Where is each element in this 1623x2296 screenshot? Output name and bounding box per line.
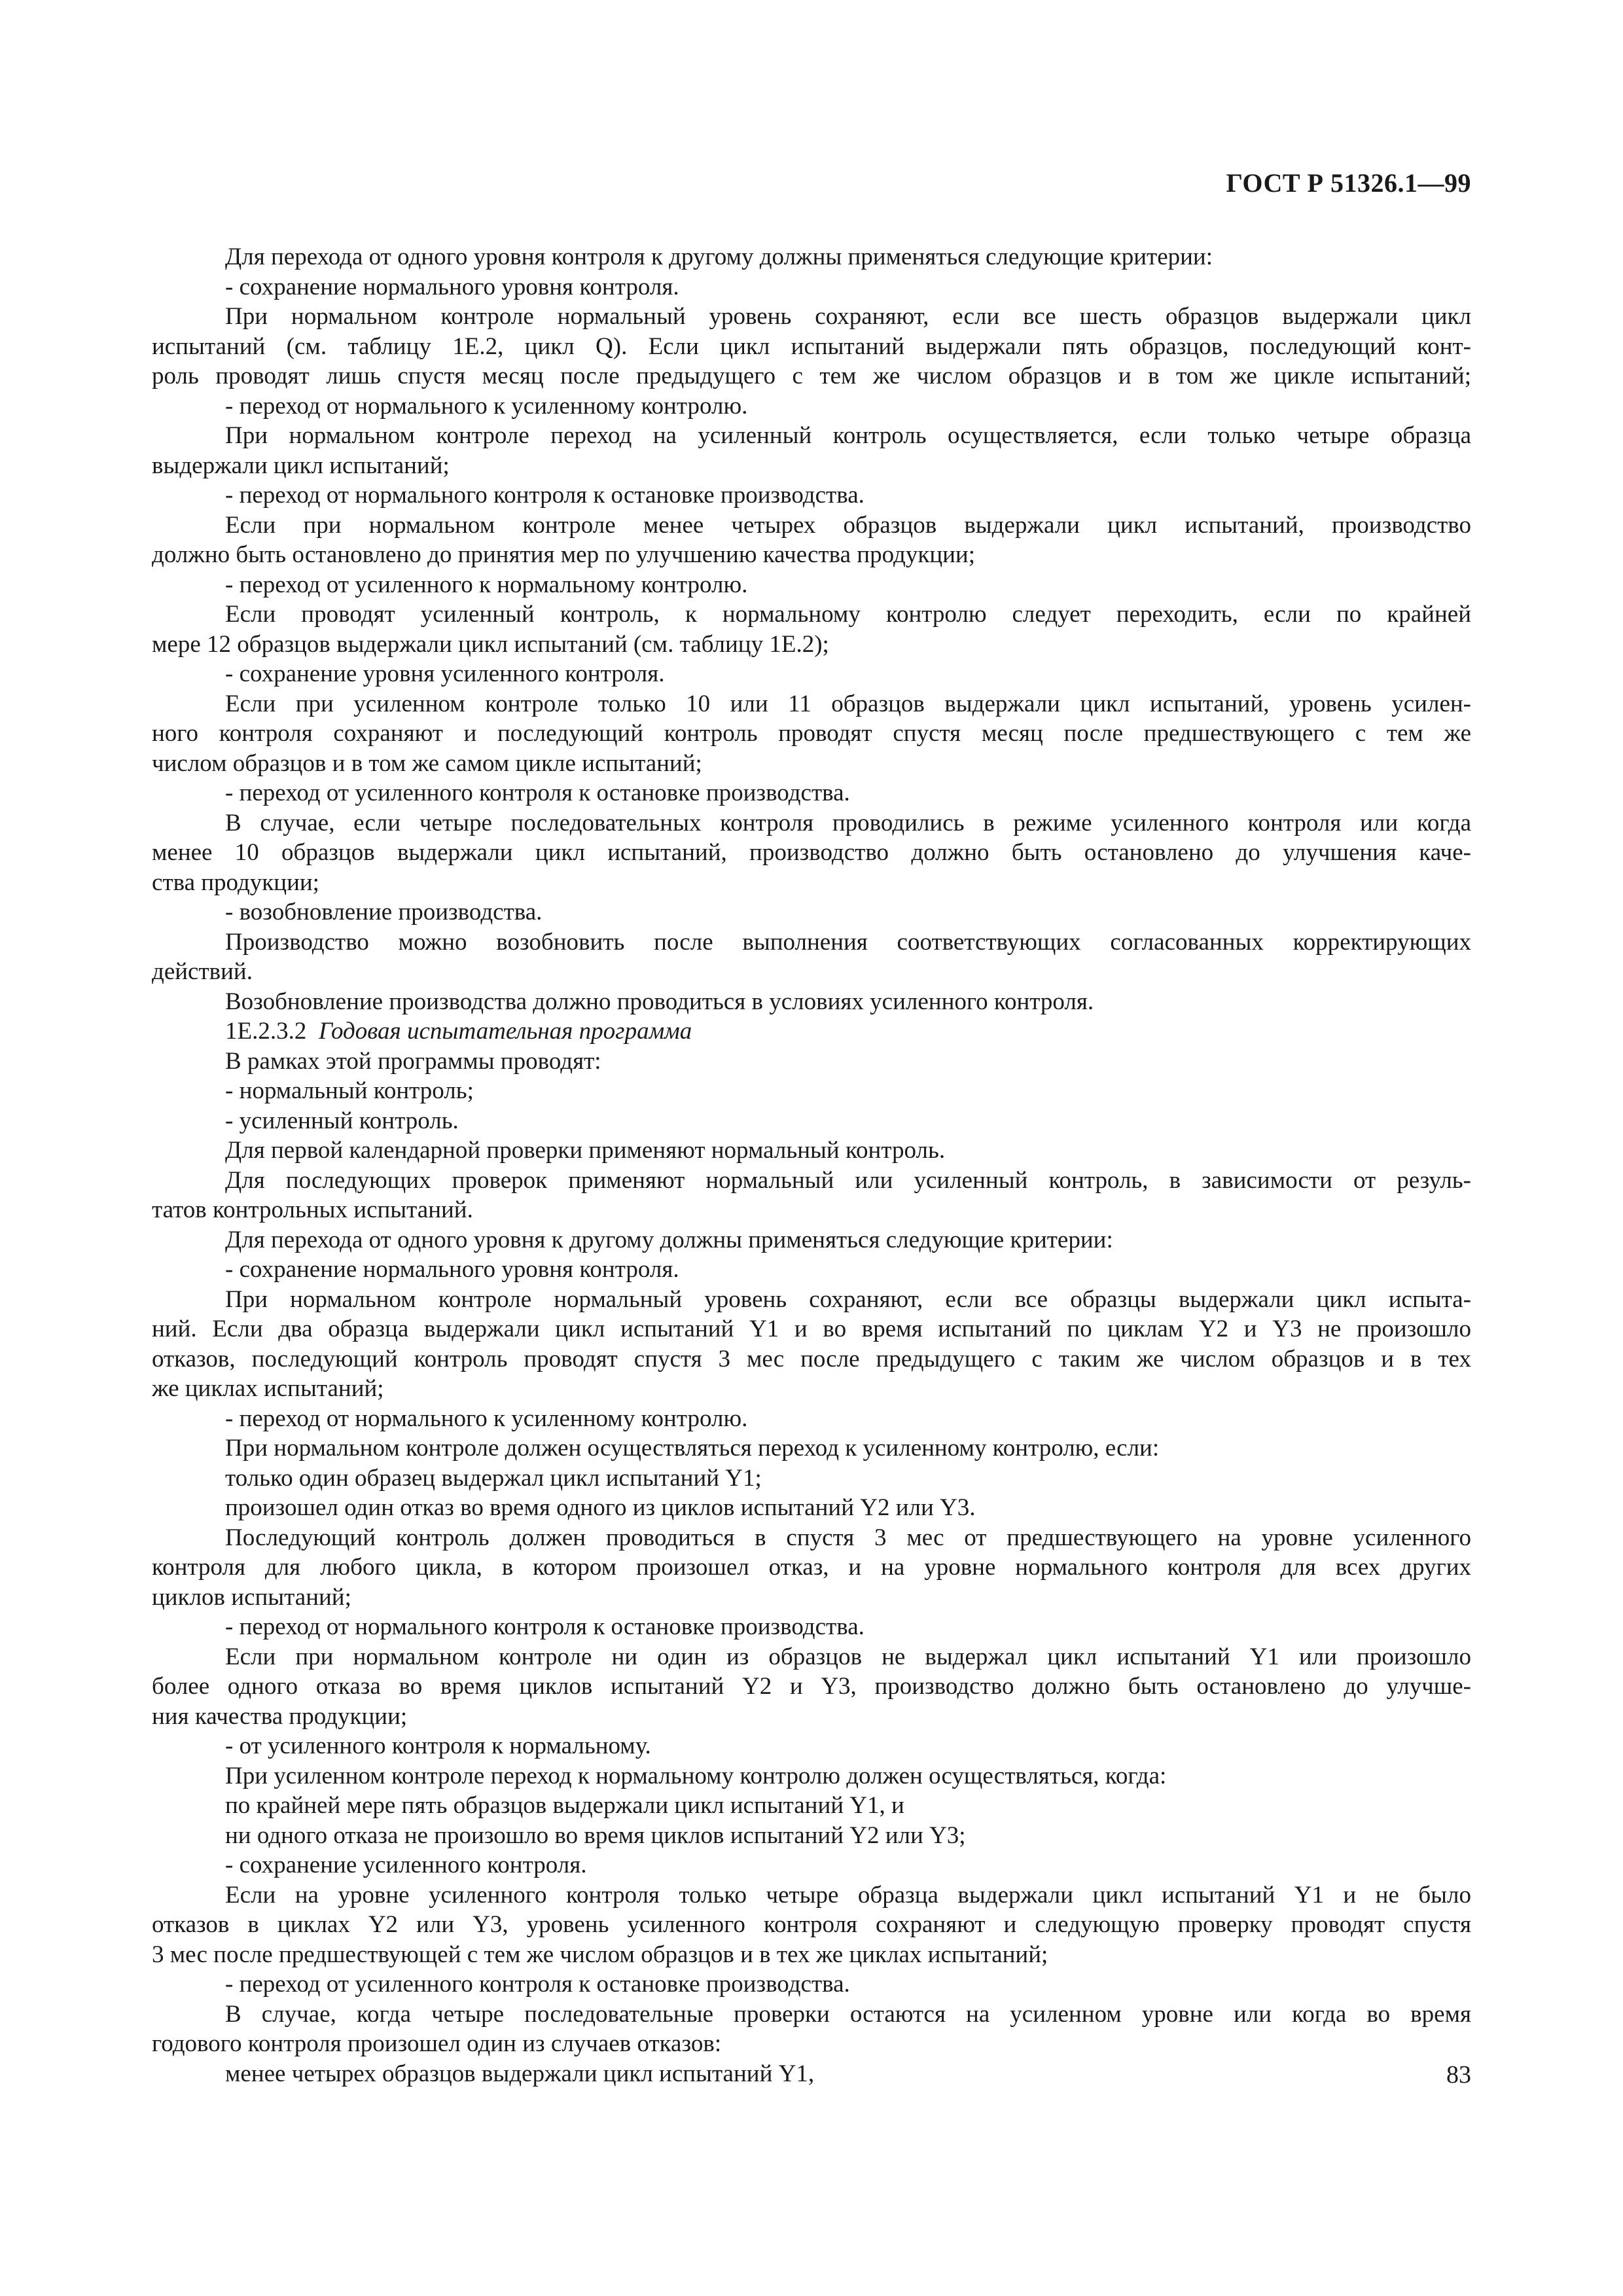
- page-number: 83: [1446, 2061, 1471, 2089]
- text-line-content: Последующий контроль должен проводиться в спустя 3 мес от предшествующего на уровне усиленного: [225, 1524, 1471, 1551]
- text-line-content: татов контрольных испытаний.: [152, 1196, 473, 1223]
- text-line: [152, 2029, 1471, 2059]
- text-line: [152, 2000, 1471, 2030]
- text-line-content: При нормальном контроле переход на усиленный контроль осуществляется, если только четыре образца: [225, 422, 1471, 449]
- text-line: [152, 391, 1471, 422]
- text-line-content: - переход от нормального к усиленному контролю.: [225, 1405, 748, 1432]
- text-line: [152, 749, 1471, 779]
- text-line: [152, 2059, 1471, 2089]
- text-line: [152, 1404, 1471, 1434]
- text-line-content: Производство можно возобновить после выполнения соответствующих согласованных корректирующих: [225, 928, 1471, 956]
- text-line-content: по крайней мере пять образцов выдержали цикл испытаний Y1, и: [225, 1792, 904, 1819]
- text-line: [152, 600, 1471, 630]
- text-line-content: В случае, когда четыре последовательные проверки остаются на усиленном уровне или когда во время: [225, 2000, 1471, 2028]
- text-line-content: ний. Если два образца выдержали цикл испытаний Y1 и во время испытаний по циклам Y2 и Y3 не произошло: [152, 1316, 1471, 1342]
- text-line-content: - сохранение нормального уровня контроля.: [225, 273, 679, 300]
- text-line: [152, 1076, 1471, 1106]
- text-line-content: - усиленный контроль.: [225, 1107, 459, 1134]
- text-line: [152, 1552, 1471, 1583]
- text-line: [152, 778, 1471, 808]
- text-line: [152, 1880, 1471, 1910]
- text-line: [152, 1016, 1471, 1047]
- text-line: [152, 1195, 1471, 1225]
- text-line-content: - переход от усиленного контроля к остановке производства.: [225, 1971, 850, 1998]
- text-line-content: испытаний (см. таблицу 1Е.2, цикл Q). Если цикл испытаний выдержали пять образцов, последующий конт-: [152, 332, 1471, 360]
- text-line-content: Возобновление производства должно проводиться в условиях усиленного контроля.: [225, 988, 1094, 1015]
- text-line-content: При нормальном контроле должен осуществляться переход к усиленному контролю, если:: [225, 1435, 1160, 1462]
- text-line: [152, 1761, 1471, 1791]
- text-line-content: отказов, последующий контроль проводят спустя 3 мес после предыдущего с таким же числом образцов и в тех: [152, 1345, 1471, 1372]
- document-header: ГОСТ Р 51326.1—99: [1226, 168, 1471, 198]
- text-line: [152, 1225, 1471, 1255]
- text-line-content: Для перехода от одного уровня контроля к другому должны применяться следующие критерии:: [225, 243, 1213, 270]
- text-line: [152, 659, 1471, 689]
- text-line: [152, 1969, 1471, 2000]
- text-line: [152, 1791, 1471, 1821]
- text-line: [152, 540, 1471, 570]
- text-line-content: Если при нормальном контроле ни один из образцов не выдержал цикл испытаний Y1 или произошло: [225, 1643, 1471, 1670]
- text-line: [152, 1672, 1471, 1702]
- text-line: [152, 1910, 1471, 1940]
- text-line: [152, 570, 1471, 600]
- text-line-content: Для последующих проверок применяют нормальный или усиленный контроль, в зависимости от резуль-: [225, 1166, 1471, 1194]
- text-line: [152, 927, 1471, 958]
- section-heading-italic: Годовая испытательная программа: [318, 1018, 692, 1045]
- text-line: [152, 1821, 1471, 1851]
- text-line-content: же циклах испытаний;: [152, 1375, 384, 1402]
- text-line-content: мере 12 образцов выдержали цикл испытаний (см. таблицу 1Е.2);: [152, 630, 829, 658]
- text-line: [152, 1463, 1471, 1494]
- text-line-content: числом образцов и в том же самом цикле испытаний;: [152, 749, 702, 777]
- text-line: [152, 1314, 1471, 1344]
- text-line-content: роль проводят лишь спустя месяц после предыдущего с тем же числом образцов и в том же цикле испытаний;: [152, 363, 1471, 389]
- text-line: [152, 838, 1471, 868]
- text-line-content: должно быть остановлено до принятия мер по улучшению качества продукции;: [152, 541, 975, 568]
- text-line: [152, 1047, 1471, 1077]
- text-line-content: - возобновление производства.: [225, 899, 543, 925]
- text-line: [152, 1583, 1471, 1613]
- text-line-content: отказов в циклах Y2 или Y3, уровень усиленного контроля сохраняют и следующую проверку проводят спустя: [152, 1911, 1471, 1938]
- text-line-content: В случае, если четыре последовательных контроля проводились в режиме усиленного контроля или когда: [225, 809, 1471, 836]
- text-line-content: 3 мес после предшествующей с тем же числом образцов и в тех же циклах испытаний;: [152, 1941, 1048, 1968]
- text-line-content: 1Е.2.3.2: [225, 1018, 307, 1045]
- text-line-content: - переход от усиленного к нормальному контролю.: [225, 571, 748, 598]
- text-line-content: произошел один отказ во время одного из циклов испытаний Y2 или Y3.: [225, 1494, 976, 1521]
- text-line-content: Если на уровне усиленного контроля только четыре образца выдержали цикл испытаний Y1 и не было: [225, 1881, 1471, 1909]
- text-line: [152, 451, 1471, 481]
- text-line: [152, 421, 1471, 451]
- text-line: [152, 1285, 1471, 1315]
- text-line: [152, 361, 1471, 391]
- text-line: [152, 897, 1471, 927]
- text-line: [152, 1136, 1471, 1166]
- text-line-content: ни одного отказа не произошло во время циклов испытаний Y2 или Y3;: [225, 1821, 966, 1849]
- text-line-content: более одного отказа во время циклов испытаний Y2 и Y3, производство должно быть остановлено до улучше-: [152, 1673, 1471, 1700]
- text-line: [152, 1523, 1471, 1553]
- text-line: [152, 689, 1471, 719]
- text-line: [152, 1702, 1471, 1732]
- text-line: [152, 719, 1471, 749]
- text-line: [152, 1344, 1471, 1374]
- text-line: [152, 1731, 1471, 1761]
- text-line-content: - переход от нормального контроля к остановке производства.: [225, 482, 865, 509]
- text-line: [152, 242, 1471, 272]
- text-line-content: В рамках этой программы проводят:: [225, 1047, 601, 1075]
- text-line-content: - переход от нормального к усиленному контролю.: [225, 392, 748, 420]
- text-line: [152, 480, 1471, 511]
- text-line: [152, 868, 1471, 898]
- text-line: [152, 1255, 1471, 1285]
- text-line: [152, 1106, 1471, 1136]
- text-line: [152, 1433, 1471, 1463]
- text-line-content: При нормальном контроле нормальный уровень сохраняют, если все шесть образцов выдержали цикл: [225, 303, 1471, 330]
- text-line-content: При усиленном контроле переход к нормальному контролю должен осуществляться, когда:: [225, 1762, 1167, 1789]
- text-line-content: менее четырех образцов выдержали цикл испытаний Y1,: [225, 2060, 815, 2087]
- text-line: [152, 332, 1471, 362]
- text-line: [152, 1493, 1471, 1523]
- text-line-content: - переход от нормального контроля к остановке производства.: [225, 1613, 865, 1640]
- text-line-content: циклов испытаний;: [152, 1583, 351, 1611]
- text-line-content: ного контроля сохраняют и последующий контроль проводят спустя месяц после предшествующего с тем же: [152, 720, 1471, 747]
- text-line-content: ства продукции;: [152, 869, 319, 896]
- text-line-content: Для первой календарной проверки применяют нормальный контроль.: [225, 1137, 946, 1164]
- document-body: [152, 242, 1471, 2089]
- text-line-content: - от усиленного контроля к нормальному.: [225, 1732, 651, 1759]
- text-line-content: - сохранение уровня усиленного контроля.: [225, 660, 665, 687]
- text-line-content: ния качества продукции;: [152, 1702, 408, 1730]
- text-line: [152, 957, 1471, 987]
- spacer: [306, 1018, 319, 1045]
- text-line-content: контроля для любого цикла, в котором произошел отказ, и на уровне нормального контроля для всех других: [152, 1554, 1471, 1581]
- text-line-content: только один образец выдержал цикл испытаний Y1;: [225, 1464, 762, 1492]
- text-line-content: Для перехода от одного уровня к другому должны применяться следующие критерии:: [225, 1226, 1113, 1253]
- text-line-content: годового контроля произошел один из случаев отказов:: [152, 2030, 722, 2057]
- text-line: [152, 1642, 1471, 1672]
- text-line-content: Если при усиленном контроле только 10 или 11 образцов выдержали цикл испытаний, уровень усилен-: [225, 690, 1471, 717]
- text-line-content: - сохранение усиленного контроля.: [225, 1852, 587, 1878]
- text-line: [152, 1850, 1471, 1880]
- text-line: [152, 302, 1471, 332]
- text-line-content: - нормальный контроль;: [225, 1077, 474, 1104]
- text-line: [152, 1166, 1471, 1196]
- text-line-content: Если проводят усиленный контроль, к нормальному контролю следует переходить, если по крайней: [225, 601, 1471, 628]
- text-line: [152, 511, 1471, 541]
- text-line: [152, 630, 1471, 660]
- text-line-content: действий.: [152, 958, 253, 985]
- text-line: [152, 987, 1471, 1017]
- text-line: [152, 1612, 1471, 1642]
- text-line-content: - сохранение нормального уровня контроля.: [225, 1256, 679, 1283]
- text-line: [152, 1940, 1471, 1970]
- text-line: [152, 272, 1471, 302]
- text-line: [152, 808, 1471, 838]
- text-line-content: выдержали цикл испытаний;: [152, 452, 450, 479]
- text-line-content: При нормальном контроле нормальный уровень сохраняют, если все образцы выдержали цикл испыта-: [225, 1285, 1471, 1313]
- text-line: [152, 1374, 1471, 1404]
- text-line-content: Если при нормальном контроле менее четырех образцов выдержали цикл испытаний, производство: [225, 511, 1471, 539]
- text-line-content: менее 10 образцов выдержали цикл испытаний, производство должно быть остановлено до улучшения каче-: [152, 839, 1471, 866]
- text-line-content: - переход от усиленного контроля к остановке производства.: [225, 780, 850, 806]
